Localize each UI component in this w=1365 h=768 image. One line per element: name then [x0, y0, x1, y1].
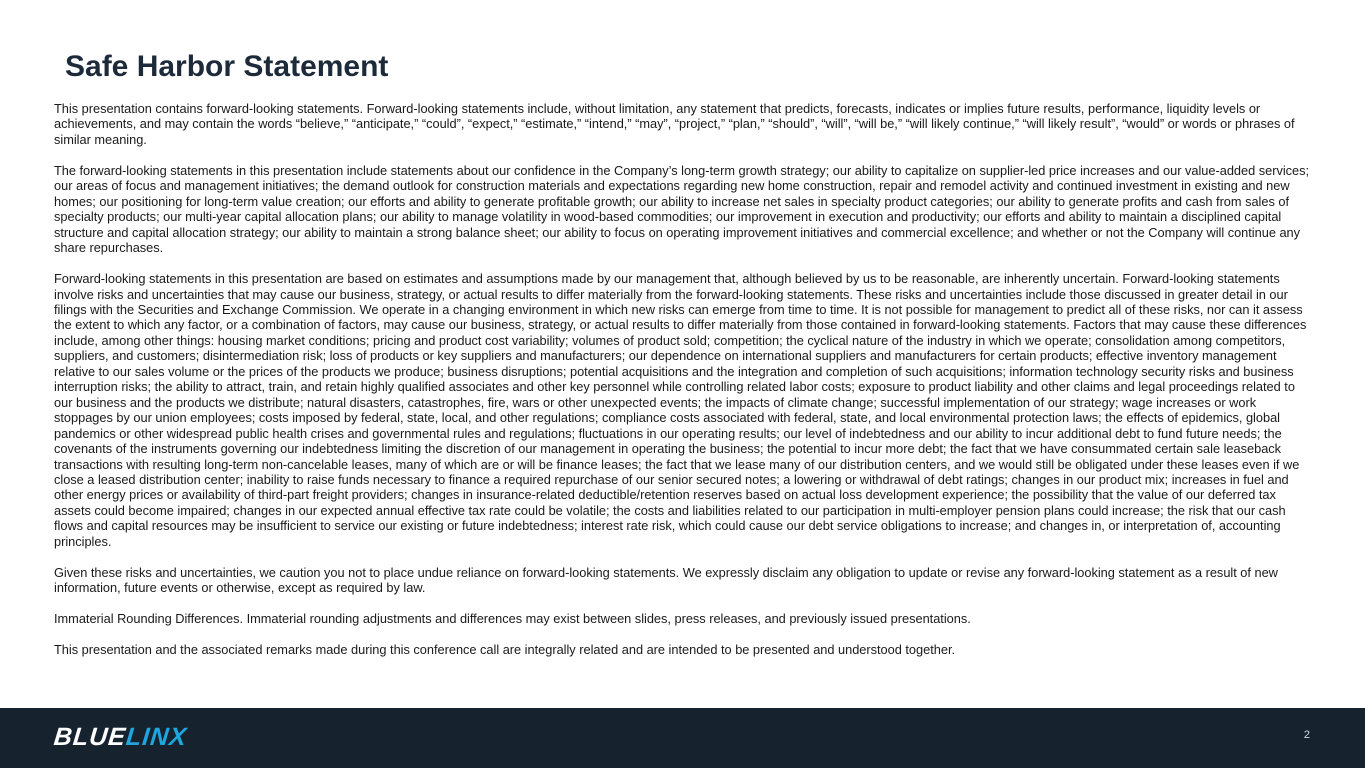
safe-harbor-body	[54, 101, 1313, 673]
slide-title: Safe Harbor Statement	[65, 50, 389, 83]
bluelinx-logo	[52, 722, 188, 752]
paragraph-risk-factors: Forward-looking statements in this presentation are based on estimates and assumptions made by our management that, although believed by us to be reasonable, are inherently uncertain. Forward-looking statements involve risks and uncertainties that may cause our business, strategy, or actual results to differ materially from the forward-looking statements. These risks and uncertainties include those discussed in greater detail in our filings with the Securities and Exchange Commission. We operate in a changing environment in which new risks can emerge from time to time. It is not possible for management to predict all of these risks, nor can it assess the extent to which any factor, or a combination of factors, may cause our business, strategy, or actual results to differ materially from those contained in forward-looking statements. Factors that may cause these differences include, among other things: housing market conditions; pricing and product cost variability; volumes of product sold; competition; the cyclical nature of the industry in which we operate; consolidation among competitors, suppliers, and customers; disintermediation risk; loss of products or key suppliers and manufacturers; our dependence on international suppliers and manufacturers for certain products; effective inventory management relative to our sales volume or the prices of the products we produce; business disruptions; potential acquisitions and the integration and completion of such acquisitions; information technology security risks and business interruption risks; the ability to attract, train, and retain highly qualified associates and other key personnel while controlling related labor costs; exposure to product liability and other claims and legal proceedings related to our business and the products we distribute; natural disasters, catastrophes, fire, wars or other unexpected events; the impacts of climate change; successful implementation of our strategy; wage increases or work stoppages by our union employees; costs imposed by federal, state, local, and other regulations; compliance costs associated with federal, state, and local environmental protection laws; the effects of epidemics, global pandemics or other widespread public health crises and governmental rules and regulations; fluctuations in our operating results; our level of indebtedness and our ability to incur additional debt to fund future needs; the covenants of the instruments governing our indebtedness limiting the discretion of our management in operating the business; the potential to incur more debt; the fact that we have consummated certain sale leaseback transactions with resulting long-term non-cancelable leases, many of which are or will be finance leases; the fact that we lease many of our distribution centers, and we would still be obligated under these leases even if we close a leased distribution center; inability to raise funds necessary to finance a required repurchase of our senior secured notes; a lowering or withdrawal of debt ratings; changes in our product mix; increases in fuel and other energy prices or availability of third-part freight providers; changes in insurance-related deductible/retention reserves based on actual loss development experience; the possibility that the value of our deferred tax assets could become impaired; changes in our expected annual effective tax rate could be volatile; the costs and liabilities related to our participation in multi-employer pension plans could increase; the risk that our cash flows and capital resources may be insufficient to service our existing or future indebtedness; interest rate risk, which could cause our debt service obligations to increase; and changes in, or interpretation of, accounting principles.	[54, 271, 1307, 549]
page-number: 2	[1303, 729, 1310, 741]
logo-text-blue: BLUE	[52, 723, 128, 751]
paragraph-forward-looking-definition: This presentation contains forward-looking statements. Forward-looking statements include, without limitation, any statement that predicts, forecasts, indicates or implies future results, performance, liquidity levels or achievements, and may contain the words “believe,” “anticipate,” “could”, “expect,” “estimate,” “intend,” “may”, “project,” “plan,” “should”, “will”, “will be,” “will likely continue,” “will likely result”, “would” or words or phrases of similar meaning.	[54, 101, 1295, 147]
footer-bar	[0, 708, 1365, 768]
paragraph-integrally-related: This presentation and the associated remarks made during this conference call are integrally related and are intended to be presented and understood together.	[54, 642, 956, 658]
paragraph-undue-reliance: Given these risks and uncertainties, we caution you not to place undue reliance on forward-looking statements. We expressly disclaim any obligation to update or revise any forward-looking statement as a result of new information, future events or otherwise, except as required by law.	[54, 564, 1278, 596]
logo-text-linx: LINX	[124, 723, 189, 751]
paragraph-forward-looking-topics: The forward-looking statements in this presentation include statements about our confidence in the Company’s long-term growth strategy; our ability to capitalize on supplier-led price increases and our value-added services; our areas of focus and management initiatives; the demand outlook for construction materials and expectations regarding new home construction, repair and remodel activity and continued investment in existing and new homes; our positioning for long-term value creation; our efforts and ability to generate profitable growth; our ability to increase net sales in specialty product categories; our ability to generate profits and cash from sales of specialty products; our multi-year capital allocation plans; our ability to manage volatility in wood-based commodities; our improvement in execution and productivity; our efforts and ability to maintain a disciplined capital structure and capital allocation strategy; our ability to maintain a strong balance sheet; our ability to focus on operating improvement initiatives and commercial excellence; and whether or not the Company will continue any share repurchases.	[54, 162, 1310, 256]
paragraph-rounding-differences: Immaterial Rounding Differences. Immaterial rounding adjustments and differences may exist between slides, press releases, and previously issued presentations.	[54, 611, 971, 627]
